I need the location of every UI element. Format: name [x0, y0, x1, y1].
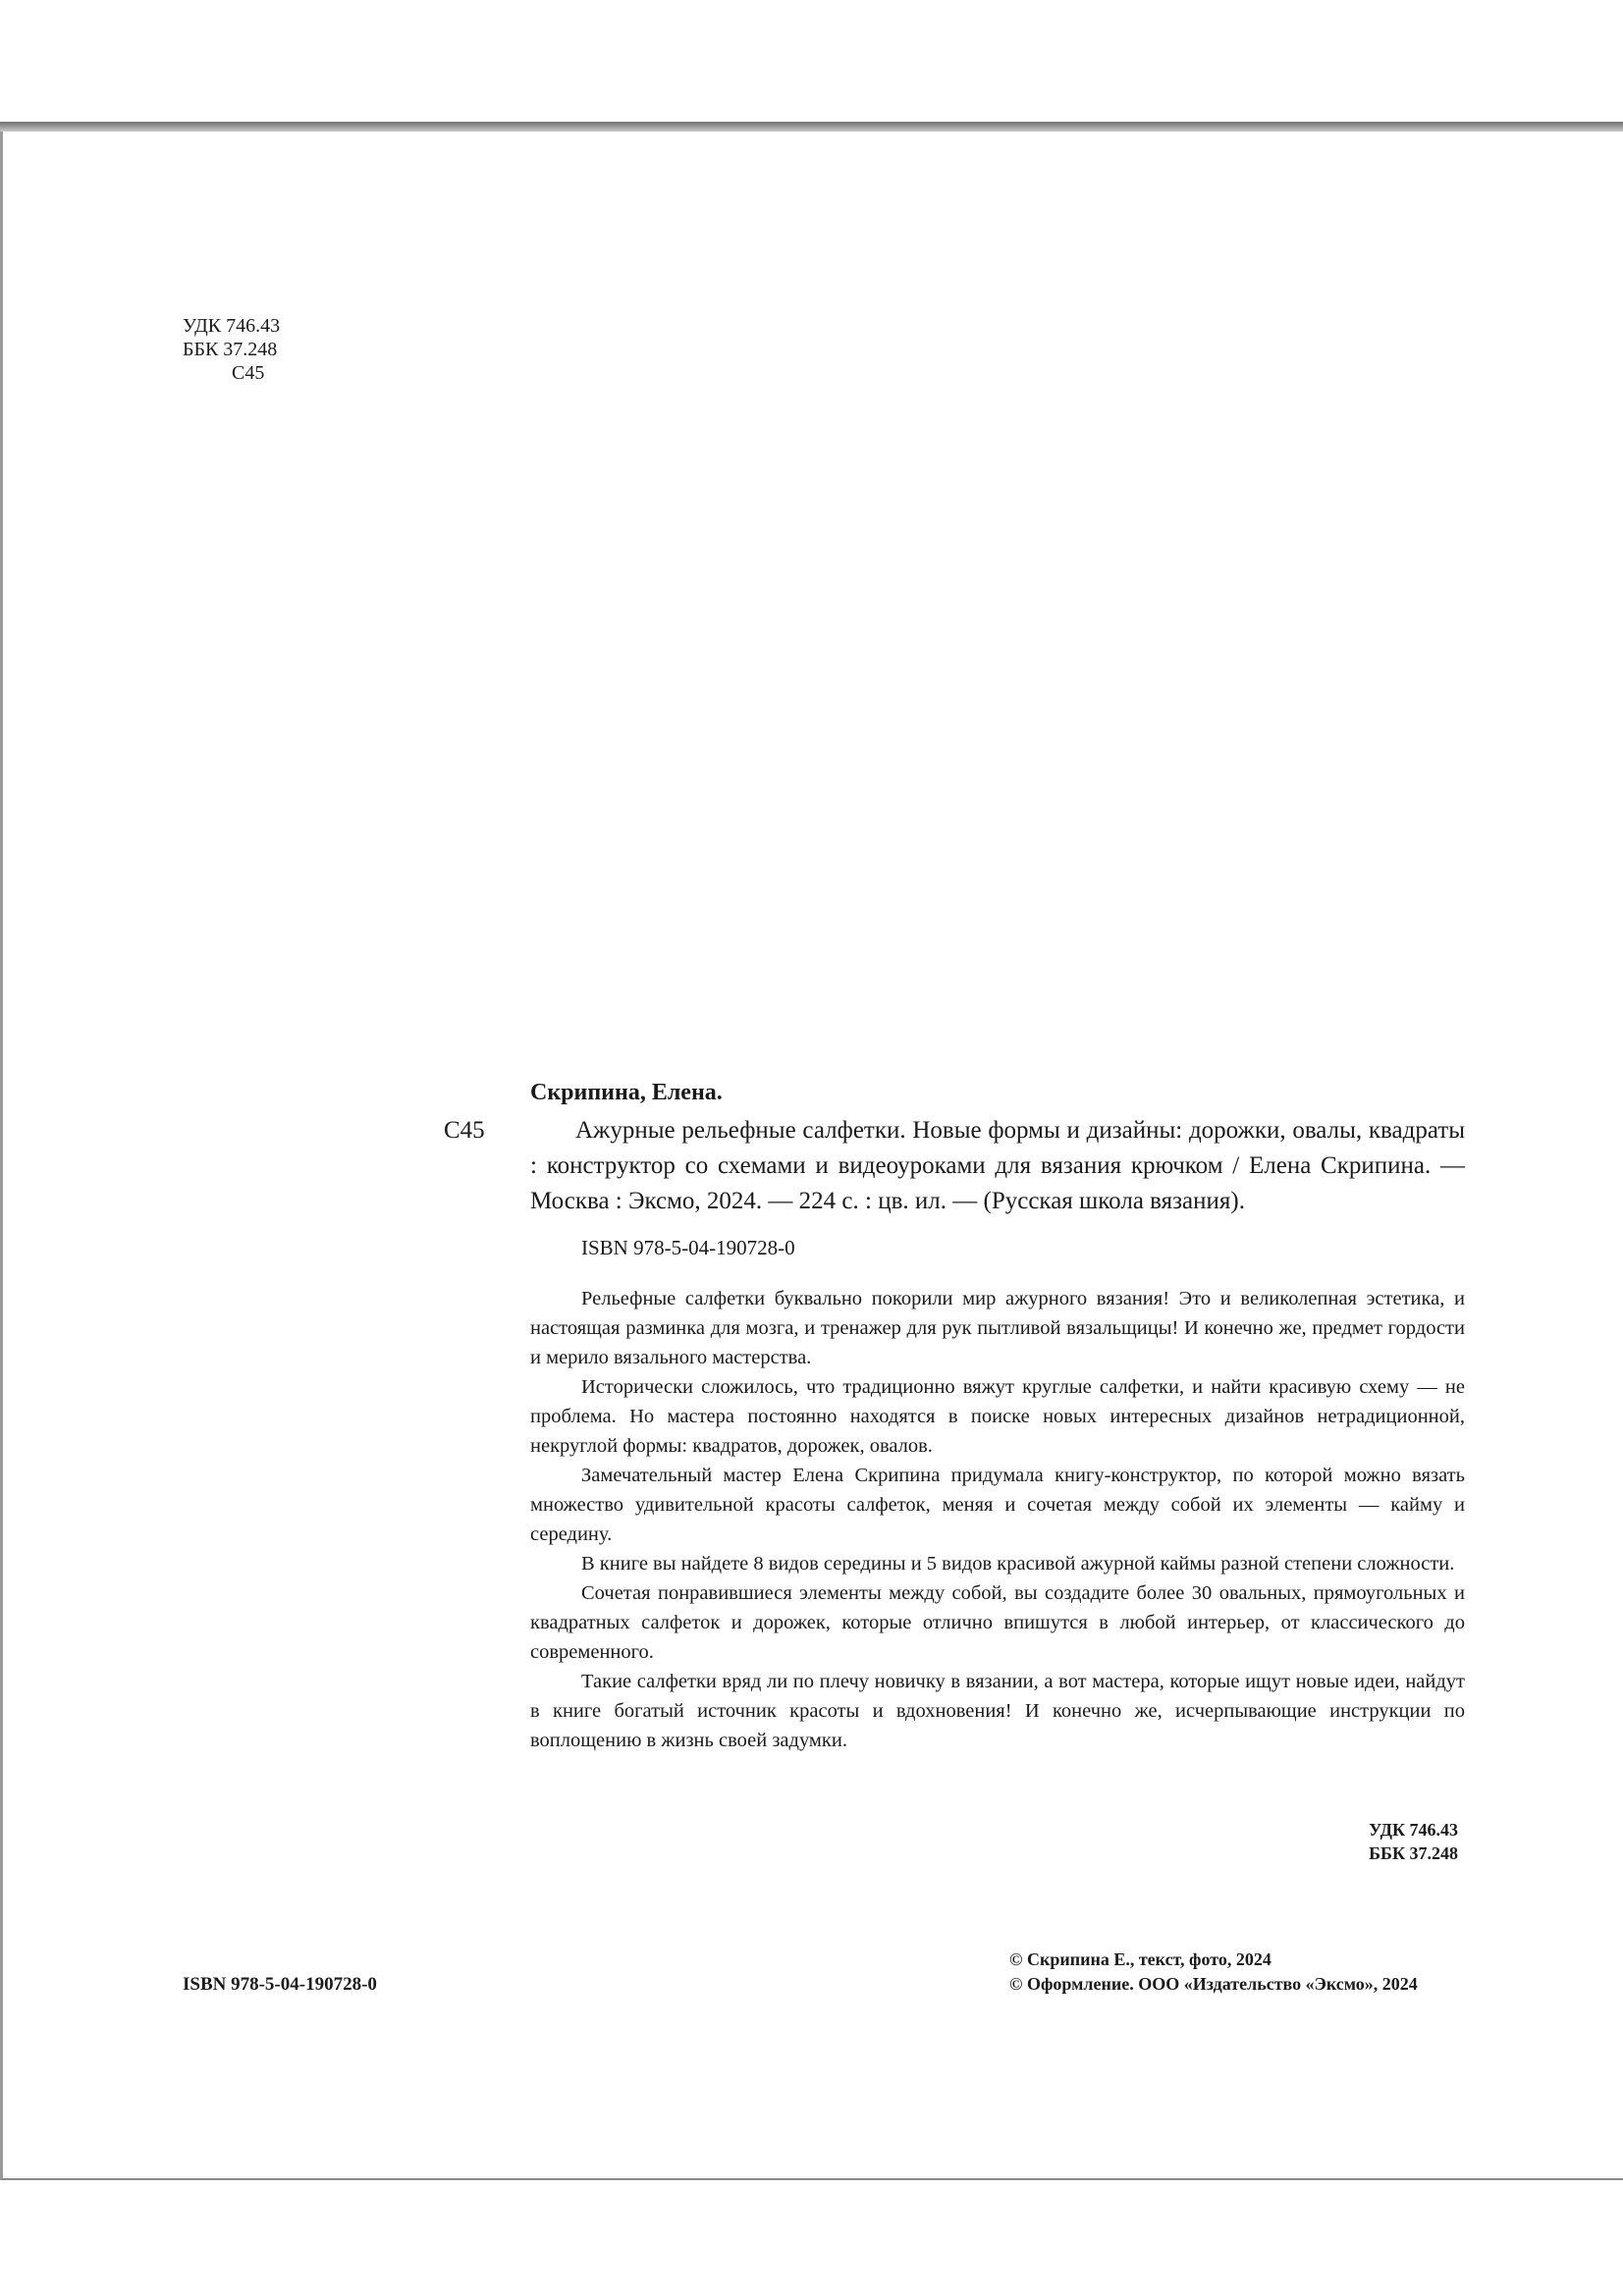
- isbn: ISBN 978-5-04-190728-0: [581, 1236, 795, 1259]
- copyright-text: © Скрипина Е., текст, фото, 2024: [1009, 1949, 1271, 1969]
- udk-code-bottom: УДК 746.43: [1369, 1820, 1458, 1840]
- bbk-code-bottom: ББК 37.248: [1369, 1843, 1458, 1863]
- bibliographic-entry: [530, 1076, 1465, 1755]
- isbn-footer: ISBN 978-5-04-190728-0: [183, 1974, 377, 1995]
- bbk-code: ББК 37.248: [183, 339, 278, 360]
- author-name: Скрипина, Елена.: [530, 1080, 723, 1105]
- top-bar: [0, 122, 1623, 132]
- entry-author-mark: С45: [444, 1117, 485, 1144]
- annotation-paragraph: Такие салфетки вряд ли по плечу новичку в вязании, а вот мастера, которые ищут новые идеи, найдут в книге богатый источник красоты и вдохновения! И конечно же, исчерпывающие инструкции по воплощению в жизнь своей задумки.: [530, 1671, 1465, 1751]
- copyright-block: [1009, 1948, 1418, 1997]
- annotation: [530, 1284, 1465, 1755]
- annotation-paragraph: В книге вы найдете 8 видов середины и 5 видов красивой ажурной каймы разной степени сложности.: [581, 1553, 1455, 1575]
- annotation-paragraph: Рельефные салфетки буквально покорили мир ажурного вязания! Это и великолепная эстетика, и настоящая разминка для мозга, и тренажер для рук пытливой вязальщицы! И конечно же, предмет гордости и мерило вязального мастерства.: [530, 1288, 1465, 1368]
- classification-bottom: [1360, 1818, 1458, 1865]
- classification-top: [183, 314, 280, 385]
- author-mark: С45: [232, 362, 265, 384]
- annotation-paragraph: Исторически сложилось, что традиционно вяжут круглые салфетки, и найти красивую схему — не проблема. Но мастера постоянно находятся в поиске новых интересных дизайнов нетрадиционной, некруглой формы: квадратов, дорожек, овалов.: [530, 1376, 1465, 1457]
- copyright-design: © Оформление. ООО «Издательство «Эксмо», 2024: [1009, 1974, 1418, 1994]
- udk-code: УДК 746.43: [183, 315, 281, 337]
- annotation-paragraph: Замечательный мастер Елена Скрипина придумала книгу-конструктор, по которой можно вязать множество удивительной красоты салфеток, меняя и сочетая между собой их элементы — кайму и середину.: [530, 1465, 1465, 1545]
- book-description: Ажурные рельефные салфетки. Новые формы и дизайны: дорожки, овалы, квадраты : конструктор со схемами и видеоуроками для вязания крючком / Елена Скрипина. — Москва : Эксмо, 2024. — 224 с. : цв. ил. — (Русская школа вязания).: [530, 1117, 1465, 1214]
- annotation-paragraph: Сочетая понравившиеся элементы между собой, вы создадите более 30 овальных, прямоугольных и квадратных салфеток и дорожек, которые отлично впишутся в любой интерьер, от классического до современного.: [530, 1582, 1465, 1663]
